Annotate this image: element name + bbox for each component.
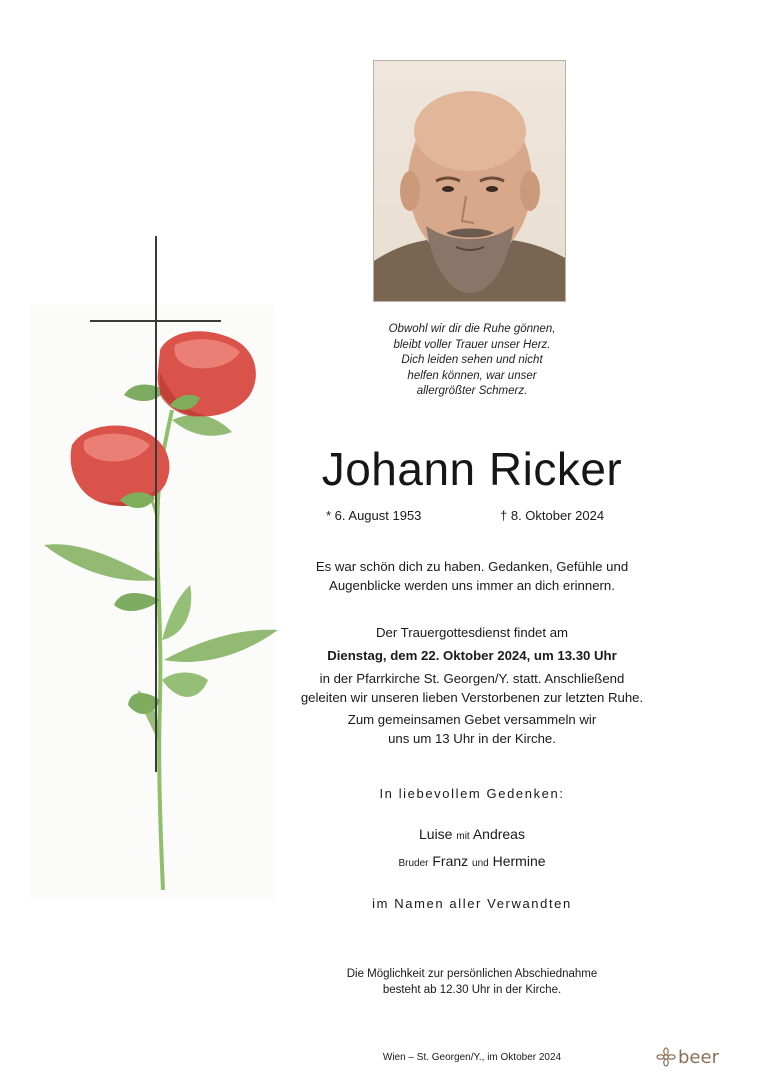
mourner-name: Franz [432,853,469,869]
mourner-name: Hermine [492,853,546,869]
relatives-line: im Namen aller Verwandten [372,896,572,911]
footer-place-date: Wien – St. Georgen/Y., im Oktober 2024 [382,1052,562,1063]
service-info [282,623,662,707]
mourner-name: Andreas [472,826,525,842]
poem-line: Dich leiden sehen und nicht [401,354,543,366]
service-intro: Der Trauergottesdienst findet am [375,625,569,640]
birth-date: * 6. August 1953 [326,508,422,523]
poem-line: allergrößter Schmerz. [416,385,528,397]
prayer-line: Zum gemeinsamen Gebet versammeln wir [347,712,597,727]
deceased-name: Johann Ricker [321,443,623,495]
farewell-line: besteht ab 12.30 Uhr in der Kirche. [382,984,562,996]
service-place-line: in der Pfarrkirche St. Georgen/Y. statt. Anschließend [319,671,625,686]
poem-line: helfen können, war unser [407,369,537,382]
rose-cross-illustration [0,0,290,910]
mourner-name: Luise [419,826,453,842]
service-place-line: geleiten wir unseren lieben Verstorbenen zur letzten Ruhe. [300,690,644,705]
message-line: Augenblicke werden uns immer an dich erinnern. [329,578,615,593]
mourners-line [282,853,662,869]
brand-name: beer [678,1046,719,1068]
life-dates [320,508,630,528]
brand-logo [656,1045,719,1069]
farewell-line: Die Möglichkeit zur persönlichen Abschiednahme [346,968,598,980]
message-line: Es war schön dich zu haben. Gedanken, Gefühle und [315,559,629,574]
mourners-line [282,826,662,842]
mourner-connector: und [472,858,489,869]
death-date: † 8. Oktober 2024 [500,508,605,523]
memory-heading: In liebevollem Gedenken: [379,786,565,801]
farewell-note [282,966,662,998]
prayer-line: uns um 13 Uhr in der Kirche. [388,731,556,746]
poem [282,322,662,400]
flower-logo-icon [656,1047,676,1067]
service-datetime: Dienstag, dem 22. Oktober 2024, um 13.30 Uhr [327,648,617,663]
mourner-relation: Bruder [398,858,429,869]
mourner-connector: mit [456,831,470,842]
portrait-photo [373,60,566,302]
poem-line: bleibt voller Trauer unser Herz. [393,338,551,351]
prayer-info [282,710,662,748]
poem-line: Obwohl wir dir die Ruhe gönnen, [388,323,556,335]
memorial-message [282,557,662,595]
